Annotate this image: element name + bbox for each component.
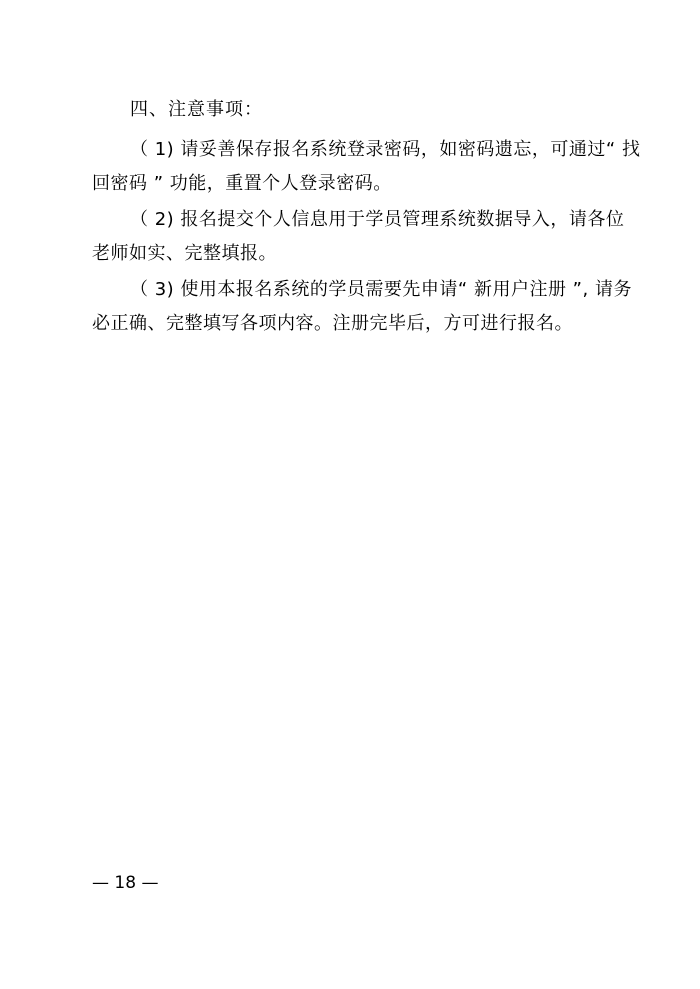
note-item-1-line-2: 回密码 ” 功能，重置个人登录密码。 (92, 173, 392, 194)
note-item-3-line-2: 必正确、完整填写各项内容。注册完毕后，方可进行报名。 (92, 313, 573, 334)
section-heading: 四、注意事项： (130, 99, 263, 120)
note-item-2-line-1: （ 2) 报名提交个人信息用于学员管理系统数据导入，请各位 (130, 209, 625, 230)
note-item-1-line-1: （ 1) 请妥善保存报名系统登录密码，如密码遗忘，可通过“ 找 (130, 139, 641, 160)
page-number: — 18 — (92, 873, 159, 893)
note-item-2-line-2: 老师如实、完整填报。 (92, 243, 277, 264)
note-item-3-line-1: （ 3) 使用本报名系统的学员需要先申请“ 新用户注册 ”, 请务 (130, 279, 632, 300)
